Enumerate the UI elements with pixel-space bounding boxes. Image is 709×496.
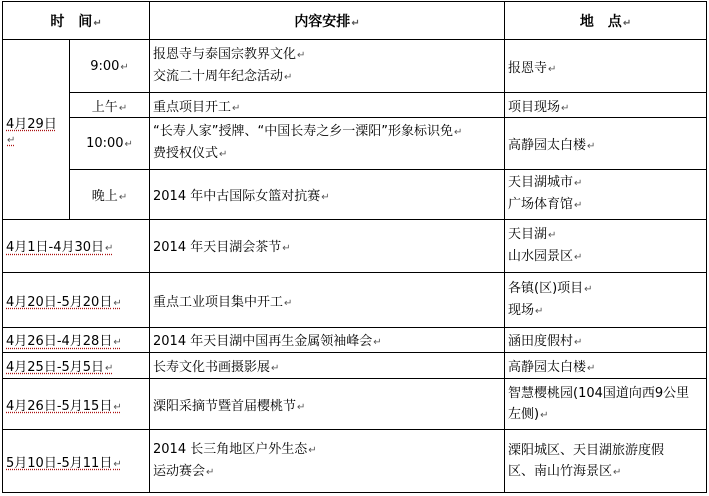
content-cell: 2014 长三角地区户外生态 ↵ 运动赛会 ↵ — [150, 430, 505, 493]
date-cell: 4月25日-5月5日 ↵ — [3, 352, 150, 378]
time-cell: 晚上 ↵ — [70, 169, 150, 220]
header-content: 内容安排 ↵ — [150, 2, 505, 40]
content-cell: 重点工业项目集中开工 ↵ — [150, 272, 505, 328]
table-header-row — [3, 2, 707, 40]
content-cell: 2014 年中古国际女篮对抗赛 ↵ — [150, 169, 505, 220]
schedule-table — [2, 1, 707, 493]
place-cell: 高静园太白楼 ↵ — [505, 118, 707, 170]
content-cell: 2014 年天目湖会茶节 ↵ — [150, 220, 505, 273]
table-row — [3, 328, 707, 352]
content-cell: “长寿人家”授牌、“中国长寿之乡一溧阳”形象标识免 ↵ 费授权仪式 ↵ — [150, 118, 505, 170]
date-cell: 4月26日-5月15日 ↵ — [3, 378, 150, 430]
place-cell: 天目湖城市 ↵ 广场体育馆 ↵ — [505, 169, 707, 220]
place-cell: 高静园太白楼 ↵ — [505, 352, 707, 378]
place-cell: 溧阳城区、天目湖旅游度假 区、南山竹海景区 ↵ — [505, 430, 707, 493]
place-cell: 智慧樱桃园(104国道向西9公里 左侧) ↵ — [505, 378, 707, 430]
table-row — [3, 378, 707, 430]
content-cell: 溧阳采摘节暨首届樱桃节 ↵ — [150, 378, 505, 430]
content-cell: 2014 年天目湖中国再生金属领袖峰会 ↵ — [150, 328, 505, 352]
place-cell: 天目湖 ↵ 山水园景区 ↵ — [505, 220, 707, 273]
content-cell: 报恩寺与泰国宗教界文化 ↵ 交流二十周年纪念活动 ↵ — [150, 40, 505, 93]
time-cell: 上午 ↵ — [70, 92, 150, 117]
content-cell: 长寿文化书画摄影展 ↵ — [150, 352, 505, 378]
header-time: 时 间 ↵ — [3, 2, 150, 40]
table-row — [3, 352, 707, 378]
table-row — [3, 272, 707, 328]
place-cell: 涵田度假村 ↵ — [505, 328, 707, 352]
table-row — [3, 92, 707, 117]
place-cell: 各镇(区)项目 ↵ 现场 ↵ — [505, 272, 707, 328]
table-row — [3, 430, 707, 493]
table-row — [3, 220, 707, 273]
date-cell: 4月20日-5月20日 ↵ — [3, 272, 150, 328]
table-row — [3, 118, 707, 170]
header-place: 地 点 ↵ — [505, 2, 707, 40]
table-row — [3, 40, 707, 93]
place-cell: 项目现场 ↵ — [505, 92, 707, 117]
date-cell: 4月29日 ↵ — [3, 40, 70, 220]
content-cell: 重点项目开工 ↵ — [150, 92, 505, 117]
time-cell: 10:00 ↵ — [70, 118, 150, 170]
date-cell: 5月10日-5月11日 ↵ — [3, 430, 150, 493]
date-cell: 4月1日-4月30日 ↵ — [3, 220, 150, 273]
table-row — [3, 169, 707, 220]
date-cell: 4月26日-4月28日 ↵ — [3, 328, 150, 352]
place-cell: 报恩寺 ↵ — [505, 40, 707, 93]
time-cell: 9:00 ↵ — [70, 40, 150, 93]
